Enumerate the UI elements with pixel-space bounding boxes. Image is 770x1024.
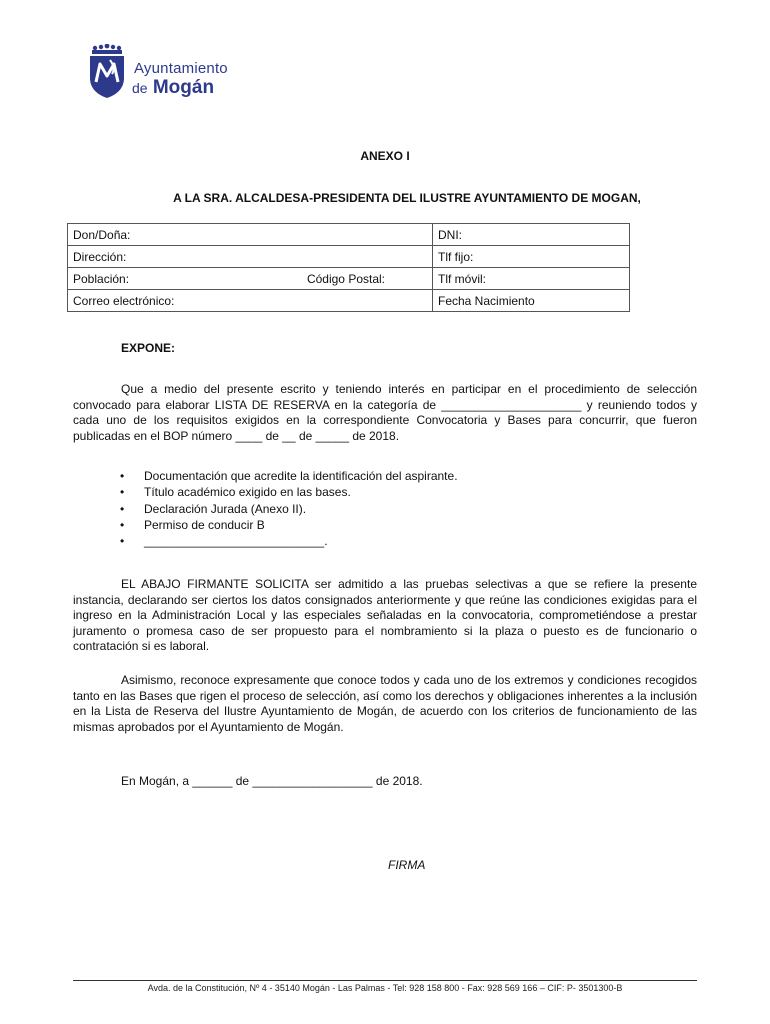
- bullet-icon: •: [120, 517, 125, 532]
- dni-field[interactable]: DNI:: [433, 224, 630, 246]
- list-item: • Documentación que acredite la identificación del aspirante.: [120, 469, 458, 483]
- poblacion-cell[interactable]: [68, 268, 433, 290]
- addressee-heading: A LA SRA. ALCALDESA-PRESIDENTA DEL ILUSTRE AYUNTAMIENTO DE MOGAN,: [173, 191, 641, 205]
- don-dona-field[interactable]: Don/Doña:: [68, 224, 433, 246]
- footer-divider: [73, 980, 697, 981]
- applicant-form-table: [67, 223, 630, 312]
- bullet-icon: •: [120, 501, 125, 516]
- table-row: [68, 268, 630, 290]
- poblacion-field: Población:: [73, 271, 130, 286]
- date-line: En Mogán, a ______ de __________________ de 2018.: [121, 774, 423, 788]
- fecha-nacimiento-field[interactable]: Fecha Nacimiento: [433, 290, 630, 312]
- logo-text-mogan: [132, 77, 214, 99]
- tlf-fijo-field[interactable]: Tlf fijo:: [433, 246, 630, 268]
- documents-list: [120, 468, 458, 549]
- list-item: • Título académico exigido en las bases.: [120, 485, 351, 500]
- correo-field[interactable]: Correo electrónico:: [68, 290, 433, 312]
- table-row: [68, 224, 630, 246]
- bullet-icon: •: [120, 485, 125, 500]
- list-item: • Declaración Jurada (Anexo II).: [120, 501, 307, 516]
- paragraph-solicita: EL ABAJO FIRMANTE SOLICITA ser admitido a las pruebas selectivas a que se refiere la presente instancia, declarando ser ciertos los datos consignados anteriormente y que reúne las condiciones exigidas para el ingreso en la Administración Local y las especiales señaladas en la convocatoria, comprometiéndose a prestar juramento o promesa caso de ser propuesto para el nombramiento si la plaza o puesto es de funcionario o contratación si es laboral.: [73, 577, 697, 653]
- paragraph-participation: Que a medio del presente escrito y teniendo interés en participar en el procedimiento de selección convocado para elaborar LISTA DE RESERVA en la categoría de _____________________ y reuniendo todos y cada uno de los requisitos exigidos en la correspondiente Convocatoria y Bases para concurrir, que fueron publicadas en el BOP número ____ de __ de _____ de 2018.: [73, 382, 697, 443]
- bullet-icon: •: [120, 469, 125, 483]
- document-title: ANEXO I: [360, 149, 410, 163]
- bullet-icon: •: [120, 534, 125, 549]
- paragraph-asimismo: Asimismo, reconoce expresamente que conoce todos y cada uno de los extremos y condiciones recogidos tanto en las Bases que rigen el proceso de selección, así como los derechos y obligaciones inherentes a la inclusión en la Lista de Reserva del Ilustre Ayuntamiento de Mogán, de acuerdo con los criterios de funcionamiento de las mismas aprobados por el Ayuntamiento de Mogán.: [73, 673, 697, 734]
- table-row: [68, 246, 630, 268]
- tlf-movil-field[interactable]: Tlf móvil:: [433, 268, 630, 290]
- direccion-field[interactable]: Dirección:: [68, 246, 433, 268]
- logo-text-de: de: [132, 80, 148, 96]
- list-item: • ___________________________.: [120, 534, 328, 549]
- codigo-postal-field: Código Postal:: [306, 271, 385, 286]
- logo-text-ayuntamiento: Ayuntamiento: [134, 60, 228, 77]
- logo-text-mogan-name: Mogán: [152, 77, 215, 98]
- table-row: [68, 290, 630, 312]
- list-item: • Permiso de conducir B: [120, 517, 265, 532]
- footer-address: Avda. de la Constitución, Nº 4 - 35140 Mogán - Las Palmas - Tel: 928 158 800 - Fax: 928 569 166 – CIF: P- 3501300-B: [147, 983, 623, 993]
- expone-heading: EXPONE:: [121, 341, 176, 355]
- signature-label: FIRMA: [388, 858, 426, 872]
